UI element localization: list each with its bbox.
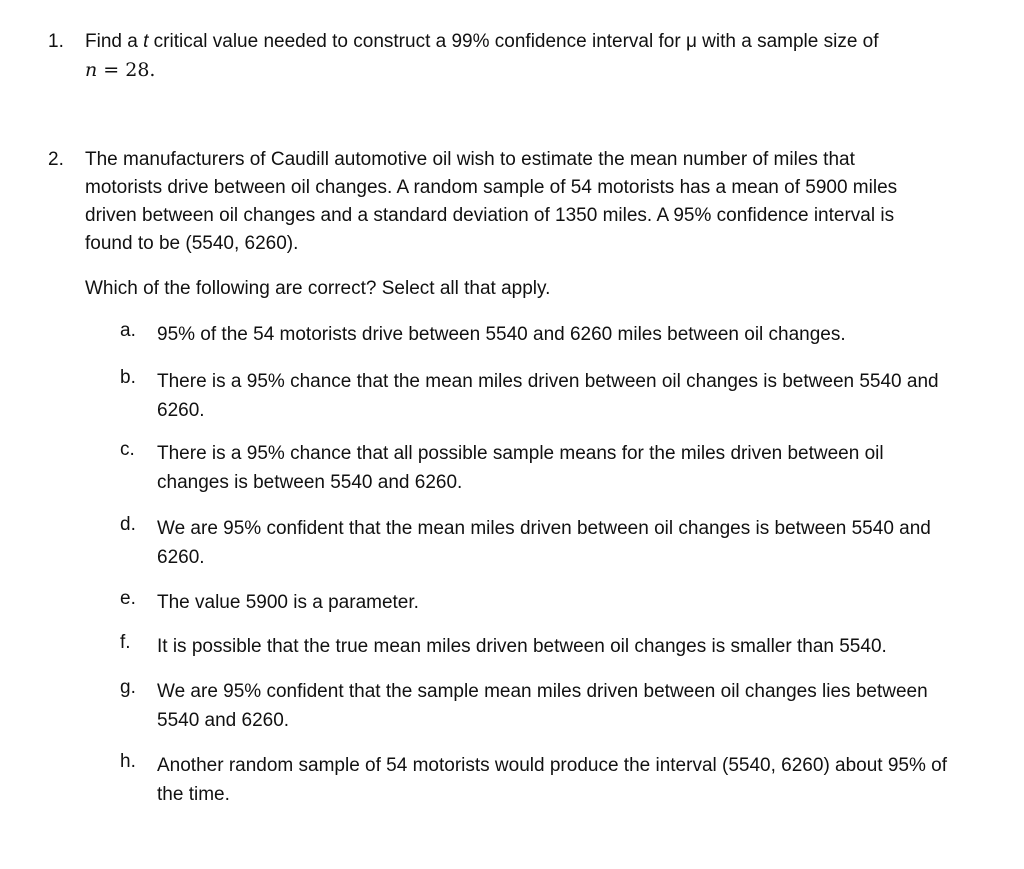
sample-size-value: = 28. [97, 59, 156, 81]
option-text: We are 95% confident that the mean miles driven between oil changes is between 5540 and 6260. [157, 518, 931, 568]
option-letter: h. [120, 751, 136, 772]
question-text [85, 28, 948, 85]
option-letter: f. [120, 632, 131, 653]
option-g[interactable] [120, 677, 950, 735]
option-d[interactable] [120, 514, 950, 572]
option-h[interactable] [120, 751, 950, 809]
option-letter: a. [120, 320, 136, 341]
option-text: There is a 95% chance that all possible sample means for the miles driven between oil changes is between 5540 and 6260. [157, 443, 884, 493]
question-1 [48, 28, 948, 85]
option-text: It is possible that the true mean miles driven between oil changes is smaller than 5540. [157, 636, 887, 657]
question-text-part: critical value needed to construct a 99% confidence interval for μ with a sample size of [148, 31, 879, 52]
option-text: 95% of the 54 motorists drive between 5540 and 6260 miles between oil changes. [157, 324, 846, 345]
question-2 [48, 146, 948, 303]
n-variable: n [85, 59, 98, 81]
t-variable: t [143, 31, 149, 52]
sample-size-equation [85, 59, 155, 81]
option-letter: d. [120, 514, 136, 535]
option-c[interactable] [120, 439, 950, 497]
question-prompt: Which of the following are correct? Select all that apply. [85, 278, 551, 299]
option-e[interactable] [120, 588, 950, 617]
option-text: Another random sample of 54 motorists would produce the interval (5540, 6260) about 95% of the time. [157, 755, 948, 805]
option-letter: g. [120, 677, 136, 698]
option-letter: b. [120, 367, 136, 388]
option-text: We are 95% confident that the sample mean miles driven between oil changes lies between 5540 and 6260. [157, 681, 928, 731]
question-text [85, 146, 925, 303]
option-b[interactable] [120, 367, 950, 425]
question-number: 2. [48, 149, 64, 170]
option-letter: c. [120, 439, 135, 460]
option-f[interactable] [120, 632, 950, 661]
question-stem: The manufacturers of Caudill automotive oil wish to estimate the mean number of miles that motorists drive between oil changes. A random sample of 54 motorists has a mean of 5900 miles driven between oil changes and a standard deviation of 1350 miles. A 95% confidence interval is found to be (5540, 6260). [85, 149, 898, 254]
option-letter: e. [120, 588, 136, 609]
option-text: There is a 95% chance that the mean miles driven between oil changes is between 5540 and 6260. [157, 371, 939, 421]
question-number: 1. [48, 31, 64, 52]
option-text: The value 5900 is a parameter. [157, 592, 419, 613]
option-a[interactable] [120, 320, 950, 349]
question-text-part: Find a [85, 31, 144, 52]
